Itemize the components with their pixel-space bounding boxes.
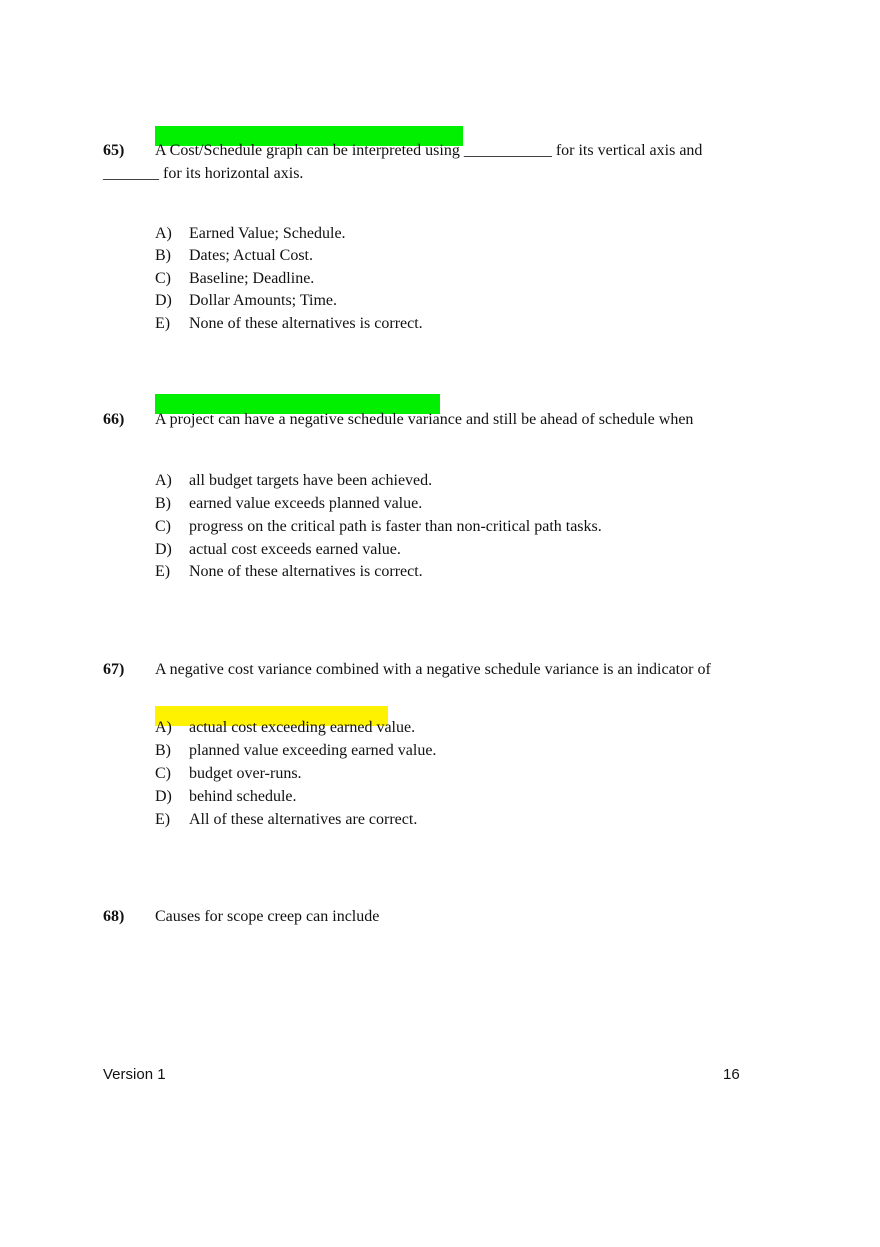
option-text: Dates; Actual Cost. xyxy=(189,247,313,264)
option-letter: B) xyxy=(155,742,171,759)
option-letter: E) xyxy=(155,315,171,332)
option-letter: E) xyxy=(155,811,171,828)
question-65-option-b xyxy=(155,246,313,266)
question-67-number: 67) xyxy=(103,661,125,678)
option-text: Baseline; Deadline. xyxy=(189,270,315,287)
question-66-option-b xyxy=(155,494,422,514)
option-text: Earned Value; Schedule. xyxy=(189,225,346,242)
option-letter: A) xyxy=(155,225,172,242)
question-68-number: 68) xyxy=(103,908,125,925)
option-text: Dollar Amounts; Time. xyxy=(189,292,338,309)
option-letter: C) xyxy=(155,270,171,287)
option-letter: C) xyxy=(155,765,171,782)
option-letter: A) xyxy=(155,472,172,489)
option-letter: B) xyxy=(155,495,171,512)
option-letter: D) xyxy=(155,788,172,805)
question-67-option-c xyxy=(155,764,302,784)
question-66-option-c xyxy=(155,517,602,537)
option-letter: D) xyxy=(155,292,172,309)
option-text: None of these alternatives is correct. xyxy=(189,563,423,580)
question-65-option-a xyxy=(155,224,346,244)
footer-version: Version 1 xyxy=(103,1066,166,1083)
option-text: actual cost exceeding earned value. xyxy=(189,719,416,736)
option-letter: A) xyxy=(155,719,172,736)
option-text: behind schedule. xyxy=(189,788,297,805)
question-65-text-line2: _______ for its horizontal axis. xyxy=(103,165,304,182)
question-65-text: A Cost/Schedule graph can be interpreted using ___________ for its vertical axis and xyxy=(155,142,703,159)
option-text: all budget targets have been achieved. xyxy=(189,472,433,489)
question-66-number: 66) xyxy=(103,411,125,428)
question-67-option-a xyxy=(155,718,415,738)
question-66-option-a xyxy=(155,471,432,491)
option-letter: C) xyxy=(155,518,171,535)
option-text: All of these alternatives are correct. xyxy=(189,811,418,828)
option-letter: D) xyxy=(155,541,172,558)
question-65-option-e xyxy=(155,314,423,334)
question-67-text: A negative cost variance combined with a negative schedule variance is an indicator of xyxy=(155,661,711,678)
footer-page-number: 16 xyxy=(723,1066,740,1083)
option-text: budget over-runs. xyxy=(189,765,302,782)
option-text: actual cost exceeds earned value. xyxy=(189,541,401,558)
option-letter: E) xyxy=(155,563,171,580)
question-67-option-d xyxy=(155,787,297,807)
question-66-option-d xyxy=(155,540,401,560)
question-65-option-c xyxy=(155,269,314,289)
option-text: earned value exceeds planned value. xyxy=(189,495,423,512)
option-text: progress on the critical path is faster than non-critical path tasks. xyxy=(189,518,602,535)
question-68-text: Causes for scope creep can include xyxy=(155,908,380,925)
option-text: None of these alternatives is correct. xyxy=(189,315,423,332)
option-letter: B) xyxy=(155,247,171,264)
option-text: planned value exceeding earned value. xyxy=(189,742,437,759)
question-67-option-e xyxy=(155,810,417,830)
question-66-text: A project can have a negative schedule variance and still be ahead of schedule when xyxy=(155,411,694,428)
question-65-option-d xyxy=(155,291,337,311)
question-66-option-e xyxy=(155,562,423,582)
question-67-option-b xyxy=(155,741,436,761)
question-65-number: 65) xyxy=(103,142,125,159)
